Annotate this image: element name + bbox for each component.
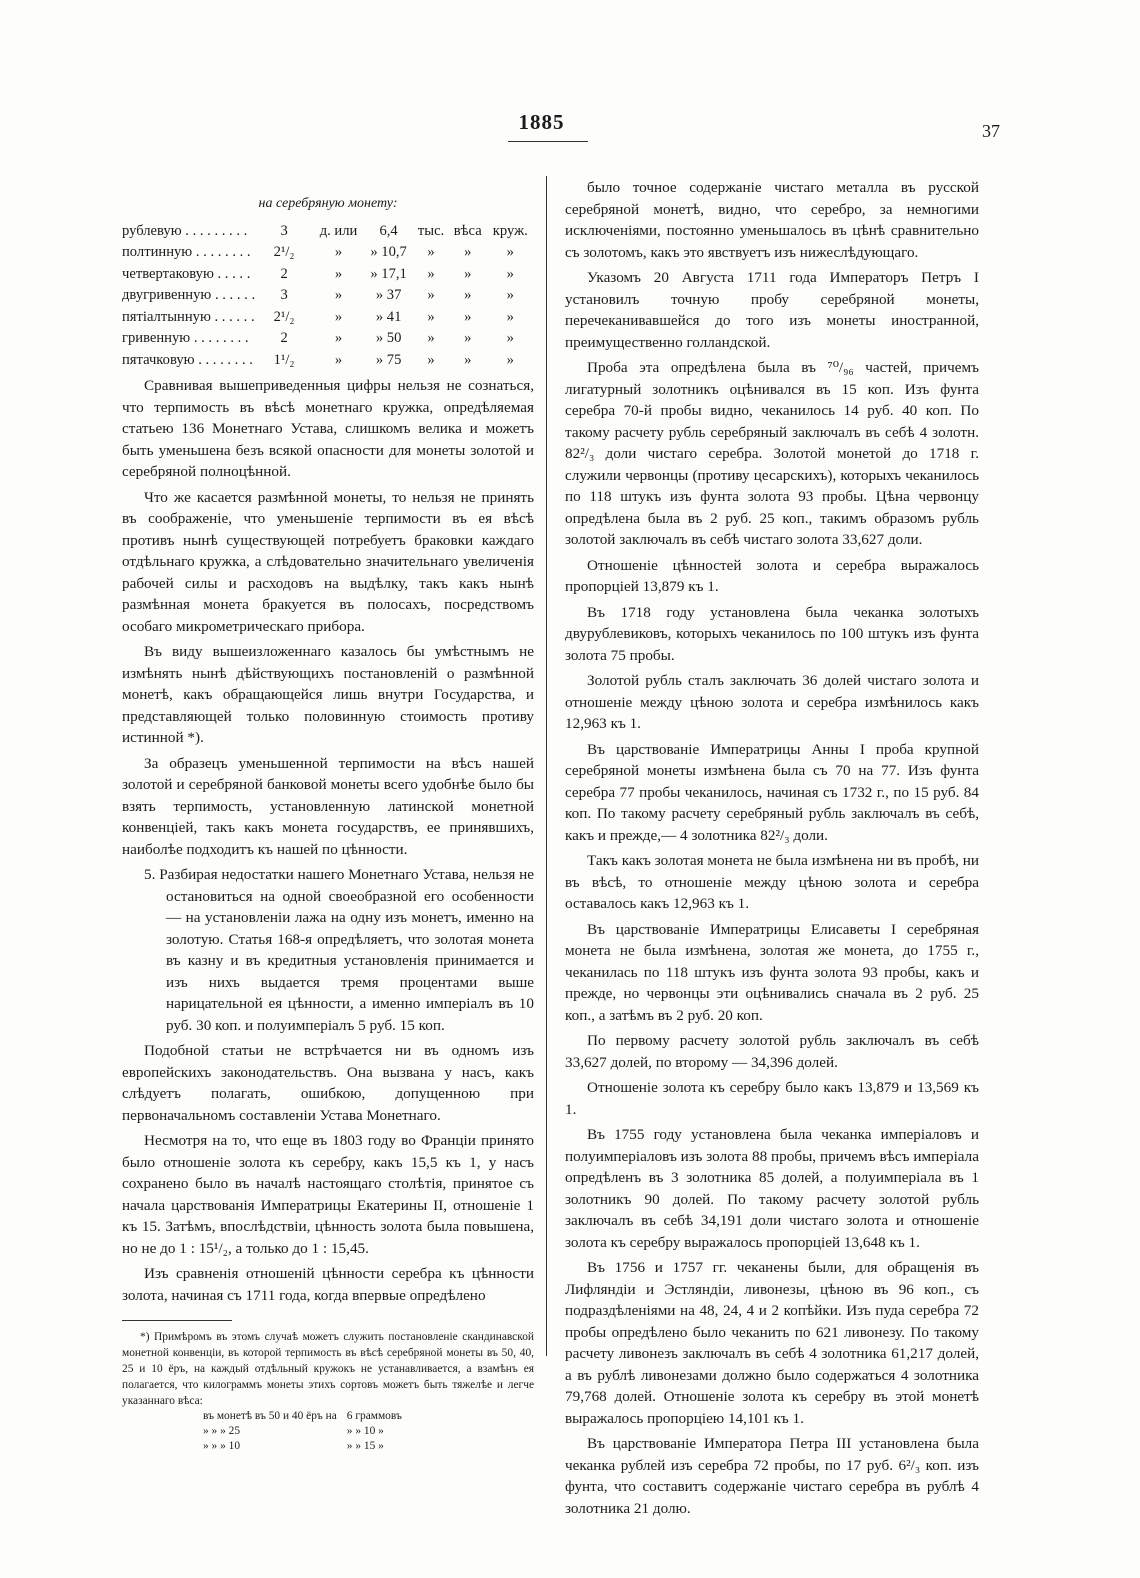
- table-cell: 2: [280, 330, 288, 346]
- table-cell: »: [427, 330, 435, 346]
- paragraph: Изъ сравненія отношеній цѣнности серебра къ цѣнности золота, начиная съ 1711 года, когда впервые опредѣлено: [122, 1265, 534, 1304]
- table-cell: »: [427, 265, 435, 282]
- table-cell: 2: [280, 265, 288, 282]
- footnote-divider: [122, 1320, 232, 1321]
- table-cell: » 41: [375, 308, 402, 325]
- table-cell: » 37: [375, 287, 402, 303]
- table-cell: 3: [280, 287, 288, 303]
- paragraph: Проба эта опредѣлена была въ ⁷⁰/₉₆ частей, причемъ лигатурный золотникъ оцѣнивался въ 15 коп. Изъ фунта серебра 70-й пробы видно, чеканилось 14 руб. 40 коп. По такому расчету рубль серебряный заключалъ въ себѣ 4 золотн. 82²/₃ доли чистаго серебра. Золотой монетой до 1718 г. служили червонцы (противу цесарскихъ), которыхъ чеканилось по 118 штукъ изъ фунта золота 93 пробы. Цѣна червонцу опредѣлена была въ 2 руб. 25 коп., такимъ образомъ рубль золотой заключалъ въ себѣ чистаго золота 33,627 доли.: [565, 359, 979, 548]
- table-cell: » 50: [375, 330, 402, 346]
- paragraph: Въ царствованіе Императрицы Анны I проба крупной серебряной монеты измѣнена была съ 70 на 77. Изъ фунта серебра 77 пробы чеканилось, начиная съ 1732 г., по 15 руб. 84 коп. По такому расчету серебряный рубль заключалъ въ себѣ, какъ и прежде,— 4 золотника 82²/₃ доли.: [565, 740, 979, 844]
- table-cell: » 75: [375, 351, 402, 368]
- footnote-cell: » » 10 »: [346, 1425, 384, 1437]
- table-row: [122, 221, 534, 243]
- paragraph: Отношеніе золота къ серебру было какъ 13,879 и 13,569 къ 1.: [565, 1079, 979, 1118]
- table-cell: полтинную . . . . . . . .: [122, 244, 251, 260]
- table-cell: »: [506, 330, 514, 346]
- table-cell: тыс.: [417, 222, 445, 239]
- table-cell: четвертаковую . . . . .: [122, 265, 251, 282]
- footnote-row: [198, 1424, 407, 1439]
- table-cell: » 17,1: [370, 265, 407, 282]
- page-header-year: 1885: [518, 110, 565, 134]
- table-cell: »: [464, 244, 472, 260]
- footnote-cell: въ монетѣ въ 50 и 40 ёръ на: [203, 1410, 337, 1422]
- table-cell: » 10,7: [370, 244, 407, 260]
- table-cell: »: [464, 351, 472, 368]
- paragraph: Отношеніе цѣнностей золота и серебра выражалось пропорціей 13,879 къ 1.: [565, 556, 979, 595]
- table-cell: двугривенную . . . . . .: [122, 287, 256, 303]
- column-divider: [546, 176, 547, 1356]
- paragraph: Въ 1755 году установлена была чеканка имперіаловъ и полуимперіаловъ изъ золота 88 пробы, причемъ вѣсъ имперіала опредѣленъ въ 3 золотника 85 долей, а полуимперіала въ 1 золотникъ 90 долей. По такому расчету золотой рубль заключалъ въ себѣ 34,191 доли чистаго золота и отношеніе золота къ серебру выражалось пропорціей 13,648 къ 1.: [565, 1126, 979, 1251]
- left-column: [122, 193, 534, 1454]
- table-cell: »: [334, 287, 343, 303]
- paragraph: Въ виду вышеизложеннаго казалось бы умѣстнымъ не измѣнять нынѣ дѣйствующихъ постановленій о размѣнной монетѣ, какъ обращающейся лишь внутри Государства, и представляющей только половинную стоимость противу истинной *).: [122, 643, 534, 746]
- table-cell: »: [334, 351, 343, 368]
- paragraph: За образецъ уменьшенной терпимости на вѣсъ нашей золотой и серебряной банковой монеты всего удобнѣе было бы взять терпимость, установленную латинской монетной конвенціей, такъ какъ монета государствъ, ее принявшихъ, наиболѣе подходитъ къ нашей по цѣнности.: [122, 754, 534, 858]
- table-cell: 1¹/₂: [273, 351, 295, 368]
- footnote-cell: 6 граммовъ: [346, 1410, 402, 1422]
- paragraph: Что же касается размѣнной монеты, то нельзя не принять въ соображеніе, что уменьшеніе терпимости въ ея вѣсѣ противъ нынѣ существующей потребуетъ браковки каждаго отдѣльнаго кружка, а слѣдовательно значительнаго увеличенія рабочей силы и расходовъ на выдѣлку, такъ какъ нынѣ размѣнная монета бракуется въ полосахъ, посредствомъ особаго микрометрическаго прибора.: [122, 488, 534, 635]
- table-row: [122, 307, 534, 329]
- paragraph: Такъ какъ золотая монета не была измѣнена ни въ пробѣ, ни въ вѣсѣ, то отношеніе между цѣною золота и серебра оставалось какъ 12,963 къ 1.: [565, 852, 979, 912]
- table-cell: вѣса: [453, 222, 482, 239]
- table-caption: на серебряную монету:: [258, 196, 398, 211]
- table-cell: »: [506, 244, 514, 260]
- table-cell: 6,4: [379, 222, 398, 239]
- paragraph: Подобной статьи не встрѣчается ни въ одномъ изъ европейскихъ законодательствъ. Она вызвана у насъ, какъ слѣдуетъ полагать, ошибкою, допущенною при первоначальномъ составленіи Устава Монетнаго.: [122, 1042, 534, 1124]
- right-column: [565, 177, 979, 1523]
- table-cell: круж.: [492, 222, 528, 239]
- table-cell: »: [506, 351, 514, 368]
- table-cell: »: [464, 308, 472, 325]
- table-cell: 2¹/₂: [273, 308, 295, 325]
- table-cell: »: [506, 308, 514, 325]
- footnote-row: [198, 1439, 407, 1454]
- table-cell: »: [506, 265, 514, 282]
- paragraph: Несмотря на то, что еще въ 1803 году во Франціи принято было отношеніе золота къ серебру, какъ 15,5 къ 1, у насъ сохранено было въ началѣ настоящаго столѣтія, принятое съ начала царствованія Императрицы Екатерины II, отношеніе 1 къ 15. Затѣмъ, впослѣдствіи, цѣнность золота была повышена, но не до 1 : 15¹/₂, а только до 1 : 15,45.: [122, 1132, 534, 1257]
- footnote-cell: » » » 25: [203, 1425, 241, 1437]
- table-cell: »: [427, 287, 435, 303]
- table-cell: »: [334, 265, 343, 282]
- table-row: [122, 328, 534, 350]
- footnote: *) Примѣромъ въ этомъ случаѣ можетъ служить постановленіе скандинавской монетной конвенціи, въ которой терпимость въ вѣсѣ серебряной монеты въ 50, 40, 25 и 10 ёръ, на каждый отдѣльный кружокъ не устанавливается, а взамѣнъ ея полагается, что килограммъ монеты этихъ сортовъ можетъ быть тяжелѣе и легче указаннаго вѣса:: [122, 1331, 534, 1407]
- table-cell: »: [464, 265, 472, 282]
- table-cell: 2¹/₂: [273, 244, 295, 260]
- numbered-item-5: 5. Разбирая недостатки нашего Монетнаго Устава, нельзя не остановиться на одной своеобразной его особенности — на установленіи лажа на одну изъ монетъ, именно на золотую. Статья 168-я опредѣляетъ, что золотая монета въ казну и въ кредитныя установленія принимается и изъ нихъ выдается тремя процентами выше нарицательной ея цѣнности, а именно имперіалъ въ 10 руб. 30 коп. и полуимперіалъ 5 руб. 15 коп.: [144, 866, 535, 1034]
- table-cell: пятачковую . . . . . . . .: [122, 351, 253, 368]
- coin-tolerance-table: [122, 221, 534, 372]
- table-row: [122, 285, 534, 307]
- paragraph: Въ царствованіе Императора Петра III установлена была чеканка рублей изъ серебра 72 пробы, по 17 руб. 6²/₃ коп. изъ фунта, что составитъ содержаніе чистаго серебра въ рублѣ 4 золотника 21 долю.: [565, 1435, 979, 1517]
- table-cell: »: [334, 308, 343, 325]
- table-cell: »: [464, 330, 472, 346]
- table-cell: пятіалтынную . . . . . .: [122, 308, 255, 325]
- table-cell: »: [334, 330, 343, 346]
- table-cell: д. или: [319, 222, 358, 239]
- table-cell: »: [427, 244, 435, 260]
- paragraph: Золотой рубль сталъ заключать 36 долей чистаго золота и отношеніе между цѣною золота и серебра измѣнилось какъ 12,963 къ 1.: [565, 672, 979, 732]
- paragraph: Въ 1756 и 1757 гг. чеканены были, для обращенія въ Лифляндіи и Эстляндіи, ливонезы, цѣною въ 96 коп., съ подраздѣленіями на 48, 24, 4 и 2 копѣйки. Изъ пуда серебра 72 пробы опредѣлено было чеканить по 621 ливонезу. По такому расчету ливонезъ заключалъ въ себѣ 4 золотника 61,217 долей, а въ рублѣ ливонезами должно было содержаться 4 золотника 79,768 долей. Отношеніе золота къ серебру въ этой монетѣ выражалось пропорціею 14,101 къ 1.: [565, 1259, 979, 1427]
- table-cell: »: [427, 308, 435, 325]
- table-row: [122, 264, 534, 286]
- paragraph: было точное содержаніе чистаго металла въ русской серебряной монетѣ, видно, что серебро, за немногими исключеніями, постоянно уменьшалось въ цѣнѣ сравнительно съ золотомъ, какъ это явствуетъ изъ нижеслѣдующаго.: [565, 179, 979, 261]
- footnote-cell: » » » 10: [203, 1440, 241, 1452]
- table-row: [122, 242, 534, 264]
- footnote-table: [198, 1409, 407, 1454]
- paragraph: По первому расчету золотой рубль заключалъ въ себѣ 33,627 долей, по второму — 34,396 долей.: [565, 1032, 979, 1071]
- page-number: 37: [982, 121, 1000, 141]
- footnote-row: [198, 1409, 407, 1424]
- table-cell: »: [464, 287, 472, 303]
- table-cell: гривенную . . . . . . . .: [122, 330, 249, 346]
- table-row: [122, 350, 534, 372]
- table-cell: »: [334, 244, 343, 260]
- footnote-cell: » » 15 »: [346, 1440, 384, 1452]
- header-ornament-rule: [508, 138, 588, 142]
- table-cell: »: [506, 287, 514, 303]
- table-cell: рублевую . . . . . . . . .: [122, 222, 248, 239]
- paragraph: Въ 1718 году установлена была чеканка золотыхъ двурублевиковъ, которыхъ чеканилось по 100 штукъ изъ фунта золота 75 пробы.: [565, 603, 979, 664]
- paragraph: Сравнивая вышеприведенныя цифры нельзя не сознаться, что терпимость въ вѣсѣ монетнаго кружка, опредѣляемая статьею 136 Монетнаго Устава, слишкомъ велика и можетъ быть уменьшена безъ всякой опасности для монеты золотой и серебряной полноцѣнной.: [122, 377, 534, 480]
- paragraph: Указомъ 20 Августа 1711 года Императоръ Петръ I установилъ точную пробу серебряной монеты, перечеканивавшейся до того изъ монеты иностранной, преимущественно голландской.: [565, 269, 979, 351]
- paragraph: Въ царствованіе Императрицы Елисаветы I серебряная монета не была измѣнена, золотая же монета, до 1755 г., чеканилась по 118 штукъ изъ фунта золота 93 пробы, какъ и прежде, но червонцы эти оцѣнивались сначала въ 2 руб. 25 коп., а затѣмъ въ 2 руб. 20 коп.: [565, 920, 979, 1024]
- table-cell: »: [427, 351, 435, 368]
- table-cell: 3: [280, 222, 288, 239]
